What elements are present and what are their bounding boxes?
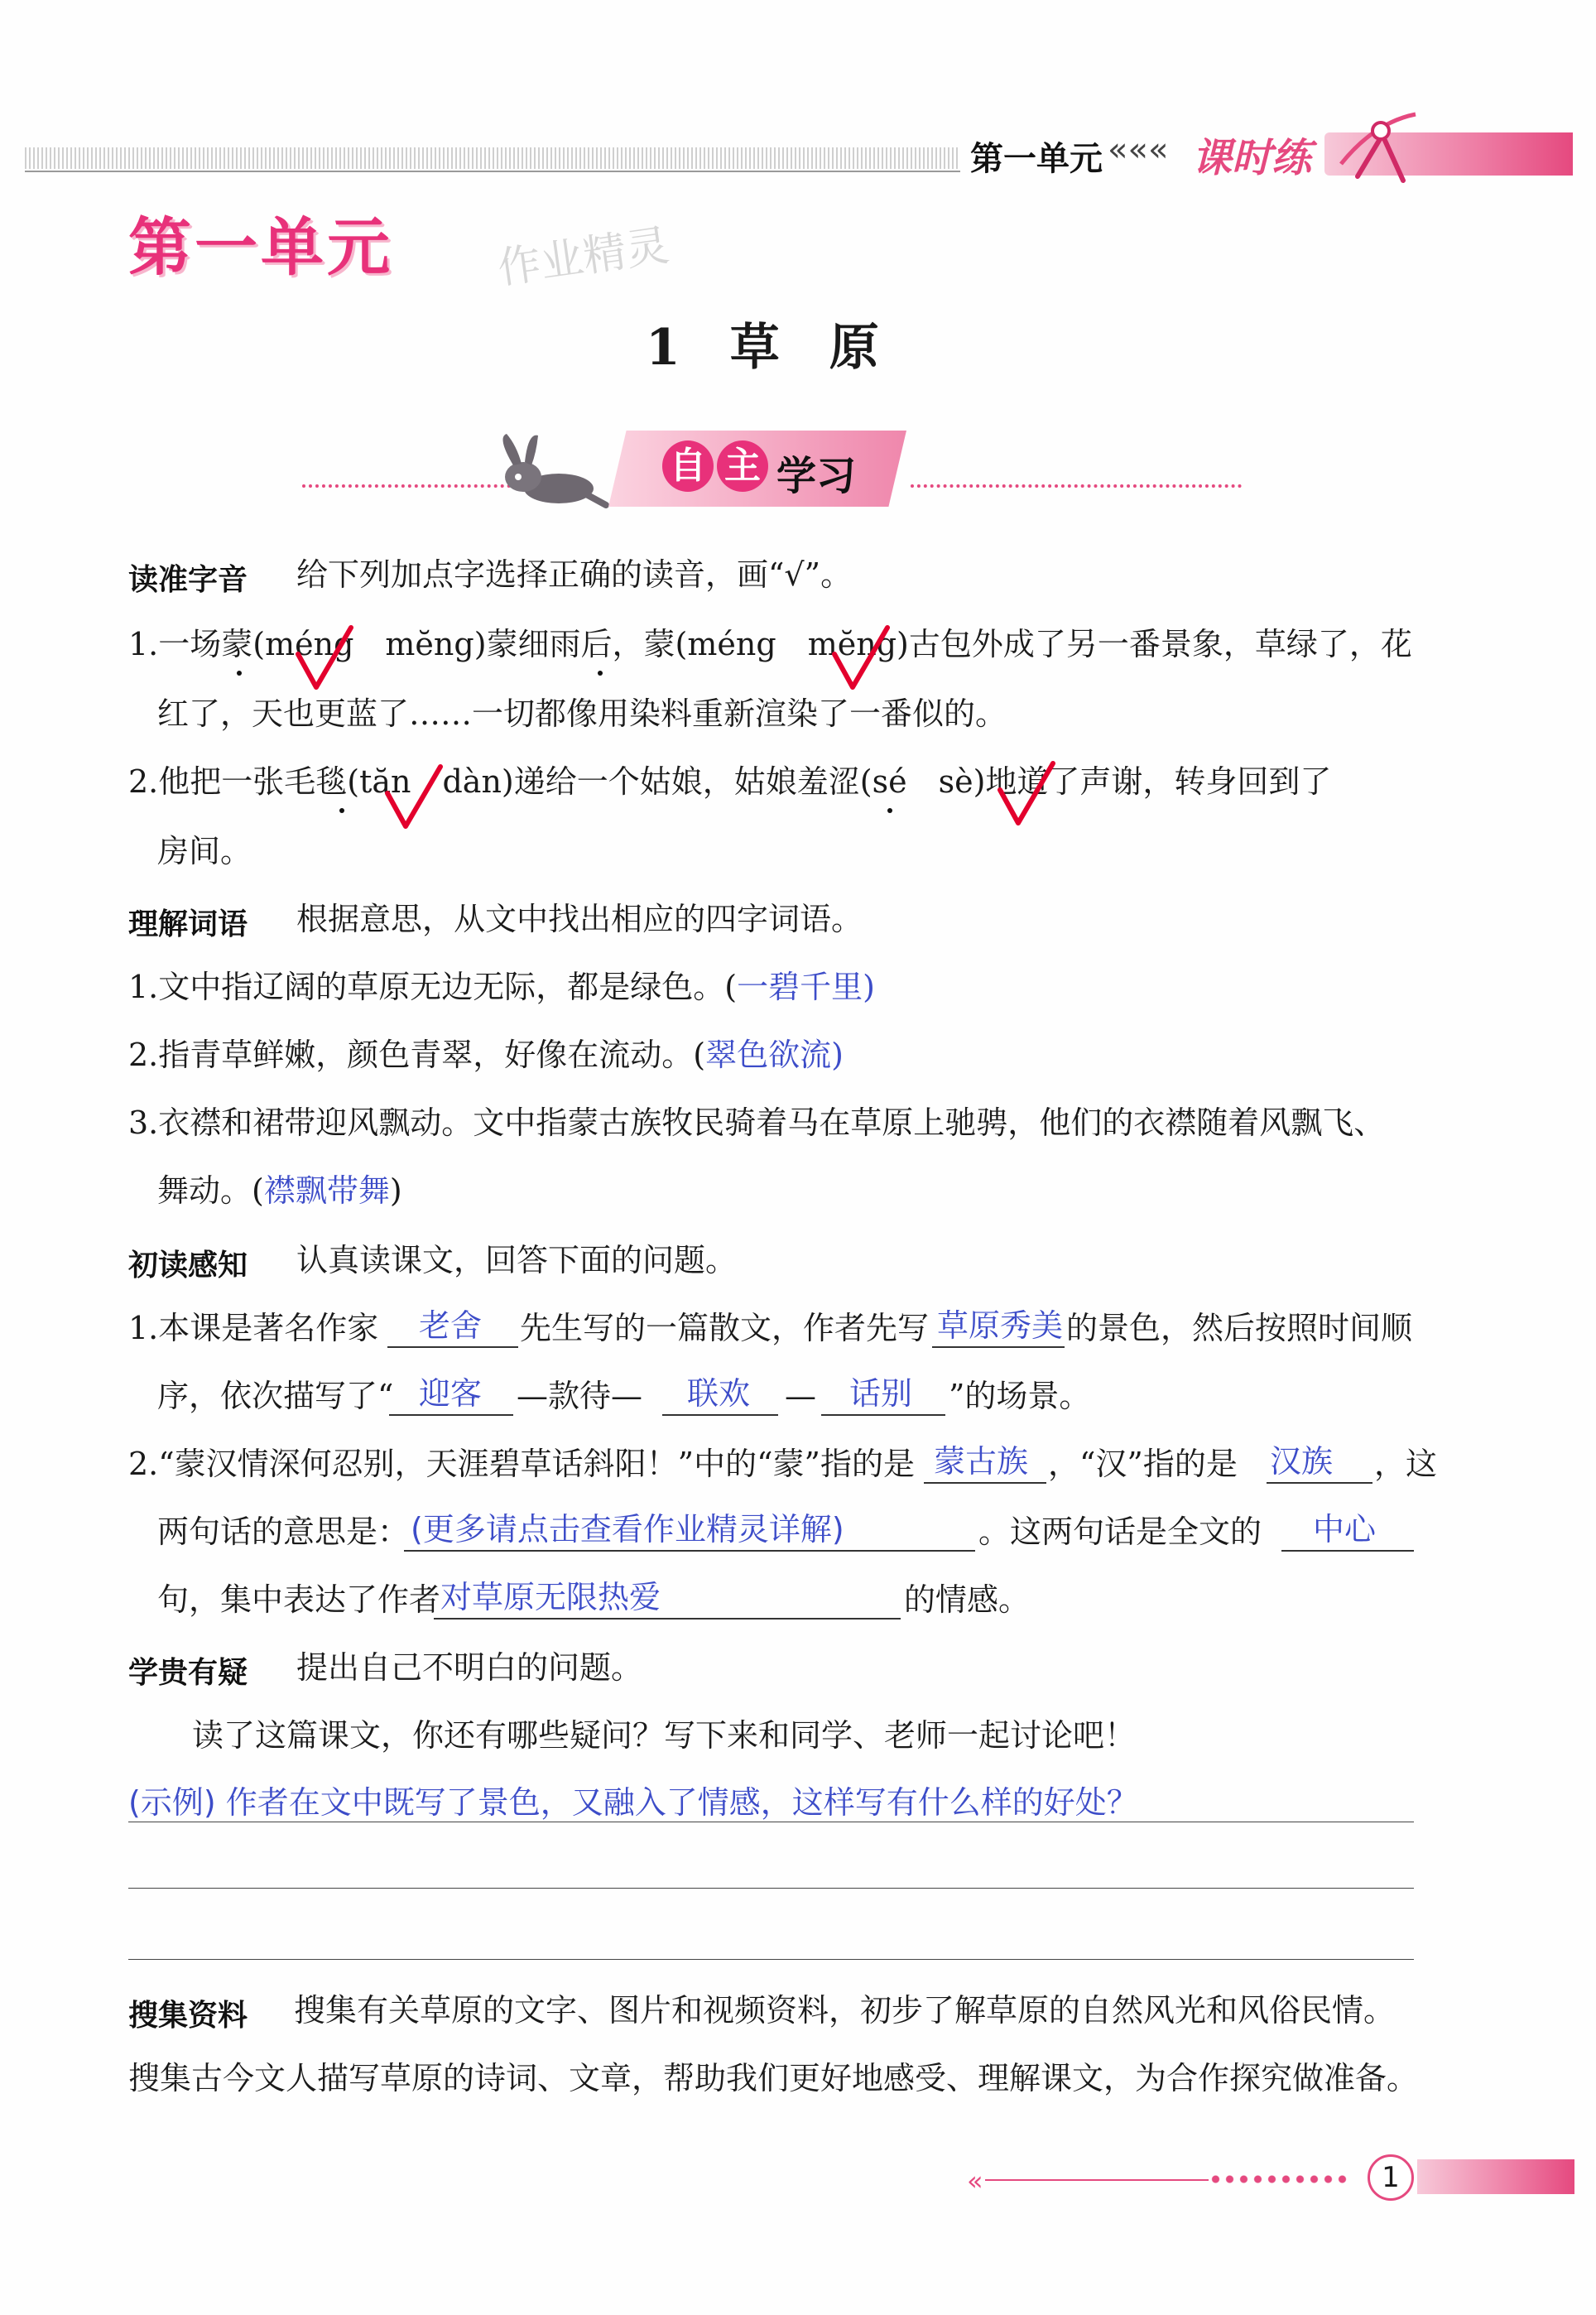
s3-q1-g: ”的场景。: [949, 1378, 1091, 1414]
s2-q3-line2: [157, 1171, 402, 1210]
banner-char-2: 主: [717, 440, 768, 492]
footer-arrow: «: [967, 2165, 983, 2197]
s3-q1-a: 1.本课是著名作家: [128, 1310, 379, 1346]
blank-line: [662, 1414, 778, 1416]
s4-instruction: 提出自己不明白的问题。: [296, 1649, 643, 1686]
s3-q1-b: 先生写的一篇散文，作者先写: [520, 1310, 930, 1346]
s3-q2-e: 。这两句话是全文的: [978, 1514, 1262, 1550]
checkmark-icon: [828, 623, 894, 697]
s3-q2-b: ，“汉”指的是: [1048, 1446, 1238, 1482]
s3-q1-c: 的景色，然后按照时间顺: [1066, 1310, 1413, 1346]
blank-line: [1267, 1482, 1372, 1484]
unit-title: 第一单元: [128, 210, 393, 284]
s2-q1-text: 1.文中指辽阔的草原无边无际，都是绿色。(: [128, 969, 738, 1005]
s3-q1-answer-5: 话别: [849, 1375, 913, 1412]
s2-label: 理解词语: [128, 907, 248, 941]
s3-q1-d: 序，依次描写了“: [157, 1378, 394, 1414]
s2-q3-answer: 襟飘带舞: [263, 1172, 390, 1209]
footer-dots: [1209, 2173, 1349, 2186]
answer-line: [128, 1959, 1414, 1960]
blank-line: [434, 1618, 901, 1620]
paren-close: ): [389, 1172, 402, 1209]
paren-close: ): [831, 1037, 844, 1073]
s3-q1-answer-3: 迎客: [419, 1375, 483, 1412]
header-series: 课时练: [1192, 135, 1312, 181]
banner-line-left: [302, 484, 517, 488]
header-hatch-bar: [25, 147, 960, 169]
banner-char-1: 自: [662, 440, 714, 492]
s2-q1: [128, 967, 875, 1007]
banner-text: 学习: [776, 453, 857, 499]
blank-line: [387, 1346, 518, 1348]
s2-q1-answer: 一碧千里: [737, 969, 863, 1005]
s4-label: 学贵有疑: [128, 1656, 248, 1690]
s4-answer: (示例) 作者在文中既写了景色，又融入了情感，这样写有什么样的好处？: [128, 1784, 1138, 1821]
s3-q2-answer-5: 对草原无限热爱: [440, 1579, 661, 1615]
paren-close: ): [863, 969, 875, 1005]
s5-label: 搜集资料: [128, 1999, 248, 2033]
s3-q2-answer-2: 汉族: [1270, 1443, 1334, 1480]
s3-q1-answer-4: 联欢: [687, 1375, 751, 1412]
s3-q2-a: 2.“蒙汉情深何忍别，天涯碧草话斜阳！”中的“蒙”指的是: [128, 1446, 915, 1482]
blank-line: [404, 1550, 975, 1552]
s2-q2: [128, 1035, 844, 1075]
s1-instruction: 给下列加点字选择正确的读音，画“√”。: [296, 556, 853, 593]
s2-q2-text: 2.指青草鲜嫩，颜色青翠，好像在流动。(: [128, 1037, 706, 1073]
emphasis-dot: [237, 671, 242, 676]
banner-line-right: [911, 484, 1242, 488]
s1-q2-line1: 2.他把一张毛毯(tăn dàn)递给一个姑娘，姑娘羞涩(sé sè)地道了声谢，转身回到了: [128, 763, 1332, 800]
s1-label: 读准字音: [128, 563, 248, 597]
checkmark-icon: [381, 762, 447, 836]
s3-q2-answer-1: 蒙古族: [934, 1443, 1029, 1480]
lesson-title: 1 草 原: [646, 319, 879, 377]
s5-line2: 搜集古今文人描写草原的诗词、文章，帮助我们更好地感受、理解课文，为合作探究做准备。: [128, 2060, 1419, 2096]
checkmark-icon: [993, 758, 1060, 833]
s3-q2-answer-3: (更多请点击查看作业精灵详解): [411, 1511, 844, 1547]
s4-prompt: 读了这篇课文，你还有哪些疑问？写下来和同学、老师一起讨论吧！: [192, 1717, 1137, 1754]
header-star-icon: [1333, 106, 1424, 189]
s5-line1: 搜集有关草原的文字、图片和视频资料，初步了解草原的自然风光和风俗民情。: [294, 1992, 1396, 2029]
checkmark-icon: [291, 623, 358, 697]
footer-pink-bar: [1417, 2159, 1574, 2194]
s3-q2-answer-4: 中心: [1313, 1511, 1377, 1547]
s3-instruction: 认真读课文，回答下面的问题。: [296, 1242, 738, 1278]
blank-line: [821, 1414, 945, 1416]
s3-q1-answer-1: 老舍: [419, 1307, 483, 1344]
header-chevrons: «««: [1108, 131, 1169, 169]
s1-q1-line1: 1.一场蒙(méng mĕng)蒙细雨后，蒙(méng mĕng)古包外成了另一番景象，草绿了，花: [128, 626, 1412, 662]
s2-q2-answer: 翠色欲流: [705, 1037, 832, 1073]
blank-line: [389, 1414, 513, 1416]
s3-q2-f: 句，集中表达了作者: [157, 1581, 441, 1618]
s3-q2-g: 的情感。: [904, 1581, 1031, 1618]
header-unit: 第一单元: [970, 140, 1103, 178]
s3-q1-e: —款待—: [517, 1378, 643, 1414]
s3-q2-c: ，这: [1374, 1446, 1438, 1482]
emphasis-dot: [598, 671, 603, 676]
emphasis-dot: [887, 808, 892, 813]
footer-line: [985, 2179, 1209, 2181]
page-number: 1: [1368, 2154, 1414, 2201]
s1-q1-line2: 红了，天也更蓝了……一切都像用染料重新渲染了一番似的。: [157, 695, 1007, 732]
blank-line: [924, 1482, 1046, 1484]
answer-line: [128, 1888, 1414, 1889]
emphasis-dot: [339, 808, 344, 813]
s3-q1-answer-2: 草原秀美: [937, 1307, 1064, 1344]
s1-q2-line2: 房间。: [157, 833, 252, 869]
s3-label: 初读感知: [128, 1249, 248, 1283]
s3-q2-d: 两句话的意思是：: [157, 1514, 410, 1550]
rabbit-mascot-icon: [488, 429, 613, 520]
watermark: 作业精灵: [494, 220, 672, 295]
blank-line: [932, 1346, 1065, 1348]
s2-q3-text: 舞动。(: [157, 1172, 264, 1209]
header-divider: [25, 171, 960, 172]
s2-instruction: 根据意思，从文中找出相应的四字词语。: [296, 901, 863, 937]
blank-line: [1281, 1550, 1414, 1552]
s3-q1-f: —: [785, 1378, 816, 1414]
s2-q3-line1: 3.衣襟和裙带迎风飘动。文中指蒙古族牧民骑着马在草原上驰骋，他们的衣襟随着风飘飞、: [128, 1105, 1386, 1141]
